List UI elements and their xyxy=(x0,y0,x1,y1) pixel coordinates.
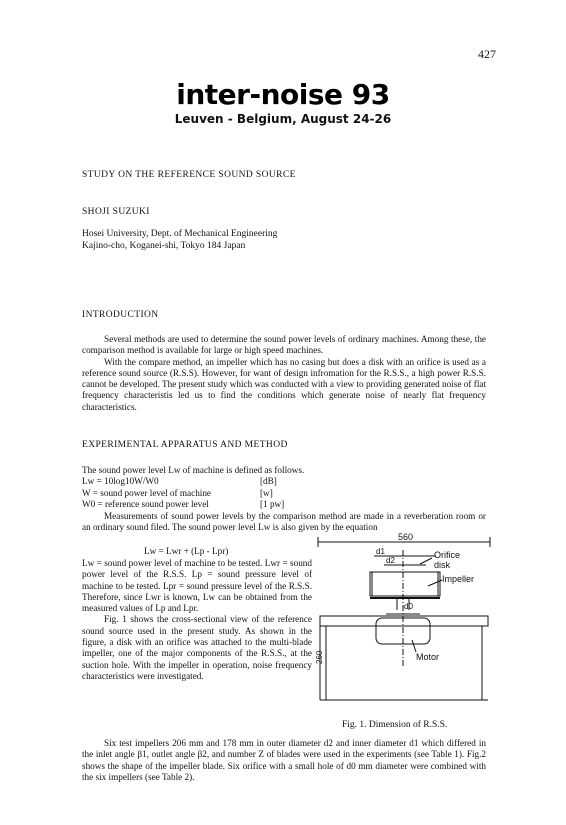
final-paragraph xyxy=(82,738,486,783)
d2-label: d2 xyxy=(386,556,395,565)
author-name: SHOJI SUZUKI xyxy=(82,207,150,217)
definition-term: W0 = reference sound power level xyxy=(82,498,209,509)
page-number: 427 xyxy=(478,47,496,61)
height-dimension-label: 260 xyxy=(315,650,324,664)
width-dimension-label: 560 xyxy=(398,532,414,542)
d1-label: d1 xyxy=(376,547,385,556)
paragraph: Fig. 1 shows the cross-sectional view of the reference sound source used in the present study. As shown in the figure, a disk with an orifice was attached to the multi-blade impeller, one of the major components of the R.S.S., at the suction hole. With the impeller in operation, noise frequency characteristics were investigated. xyxy=(82,614,312,681)
paragraph: Several methods are used to determine the sound power levels of ordinary machines. Among these, the comparison method is available for large or high speed machines. xyxy=(82,334,486,356)
definition-unit: [w] xyxy=(260,487,273,498)
disk-label: disk xyxy=(434,560,451,570)
definitions xyxy=(82,465,486,510)
definition-unit: [1 pw] xyxy=(260,498,285,509)
d0-label: d0 xyxy=(404,602,413,611)
definition-term: W = sound power level of machine xyxy=(82,487,212,498)
introduction-body xyxy=(82,334,486,413)
affiliation-line: Kajino-cho, Koganei-shi, Tokyo 184 Japan xyxy=(82,241,246,251)
impeller-label: Impeller xyxy=(442,574,475,584)
conference-logo: inter-noise 93 xyxy=(176,78,390,111)
method-heading: EXPERIMENTAL APPARATUS AND METHOD xyxy=(82,440,288,450)
affiliation xyxy=(82,228,277,252)
side-text xyxy=(82,558,312,682)
definition-row xyxy=(82,476,486,487)
motor-label: Motor xyxy=(416,652,440,662)
rss-figure xyxy=(315,532,492,716)
orifice-leader xyxy=(420,558,432,564)
equation: Lw = Lwr + (Lp - Lpr) xyxy=(144,546,229,556)
conference-location: Leuven - Belgium, August 24-26 xyxy=(174,112,392,126)
paragraph: Lw = sound power level of machine to be tested. Lwr = sound power level of the R.S.S. Lp = sound pressure level of machine to be tested. Lpr = sound pressure level of the R.S.S. Therefore, since Lwr is known, Lw can be obtained from the measured values of Lp and Lpr. xyxy=(82,558,312,614)
definition-unit: [dB] xyxy=(260,476,277,487)
introduction-heading: INTRODUCTION xyxy=(82,310,159,320)
impeller xyxy=(370,572,440,596)
definition-term: Lw = 10log10W/W0 xyxy=(82,476,159,487)
motor-leader xyxy=(412,640,416,652)
affiliation-line: Hosei University, Dept. of Mechanical Engineering xyxy=(82,229,278,239)
paragraph: Six test impellers 206 mm and 178 mm in outer diameter d2 and inner diameter d1 which differed in the inlet angle β1, outlet angle β2, and number Z of blades were used in the experiments (see Table 1). Fig.2 shows the shape of the impeller blade. Six orifice with a small hole of d0 mm diameter were combined with the six impellers (see Table 2). xyxy=(82,738,486,782)
definition-intro: The sound power level Lw of machine is defined as follows. xyxy=(82,465,305,475)
definition-row xyxy=(82,499,486,510)
paragraph: Measurements of sound power levels by the comparison method are made in a reverberation room or an ordinary sound filed. The sound power level Lw is also given by the equation xyxy=(82,511,486,533)
figure-caption: Fig. 1. Dimension of R.S.S. xyxy=(342,720,448,730)
paper-title: STUDY ON THE REFERENCE SOUND SOURCE xyxy=(82,170,296,180)
definition-row xyxy=(82,488,486,499)
orifice-label: Orifice xyxy=(434,550,461,560)
paragraph: With the compare method, an impeller which has no casing but does a disk with an orifice is used as a reference sound source (R.S.S). However, for want of design infromation for the R.S.S., a high power R.S.S. cannot be developed. The present study which was conducted with a view to providing generated noise of flat frequency characteristis led us to find the conditions which generate noise of nearly flat frequency characteristics. xyxy=(82,356,486,412)
method-paragraph xyxy=(82,511,486,534)
